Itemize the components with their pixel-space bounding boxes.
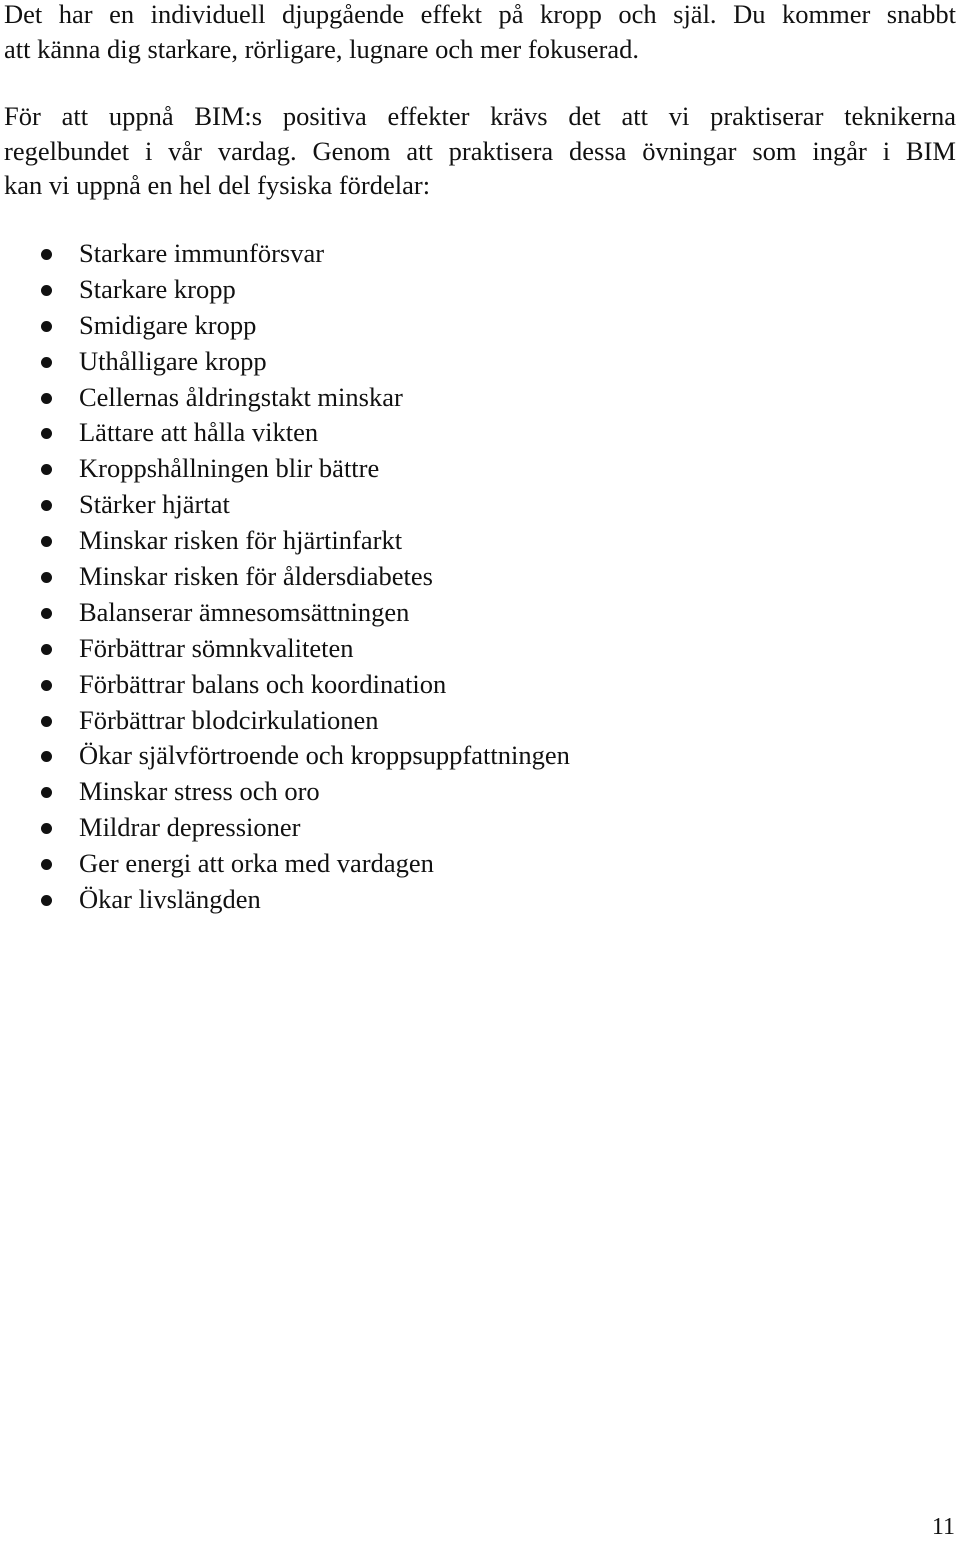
text-line: För att uppnå BIM:s positiva effekter krävs det att vi praktiserar teknikerna: [4, 101, 956, 131]
list-item: [0, 631, 570, 667]
list-item-text: Lättare att hålla vikten: [79, 417, 319, 448]
list-item: [0, 415, 570, 451]
list-item: [0, 451, 570, 487]
bullet-icon: [41, 716, 52, 727]
list-item: [0, 810, 570, 846]
list-item-text: Ökar livslängden: [79, 884, 261, 915]
list-item: [0, 846, 570, 882]
list-item: [0, 487, 570, 523]
bullet-icon: [41, 787, 52, 798]
list-item-text: Smidigare kropp: [79, 309, 257, 340]
list-item: [0, 595, 570, 631]
list-item-text: Förbättrar balans och koordination: [79, 668, 447, 699]
bullet-icon: [41, 823, 52, 834]
list-item-text: Ger energi att orka med vardagen: [79, 848, 434, 879]
list-item: [0, 738, 570, 774]
list-item-text: Uthålligare kropp: [79, 345, 267, 376]
bullet-icon: [41, 500, 52, 511]
bullet-icon: [41, 895, 52, 906]
text-line: regelbundet i vår vardag. Genom att praktisera dessa övningar som ingår i BIM: [4, 135, 956, 166]
bullet-icon: [41, 859, 52, 870]
list-item-text: Minskar risken för hjärtinfarkt: [79, 525, 403, 556]
bullet-icon: [41, 428, 52, 439]
list-item: [0, 703, 570, 739]
text-line: kan vi uppnå en hel del fysiska fördelar:: [4, 170, 431, 200]
bullet-icon: [41, 249, 52, 260]
list-item-text: Förbättrar sömnkvaliteten: [79, 632, 354, 663]
bullet-icon: [41, 464, 52, 475]
list-item-text: Kroppshållningen blir bättre: [79, 453, 380, 484]
list-item: [0, 559, 570, 595]
list-item: [0, 523, 570, 559]
list-item-text: Balanserar ämnesomsättningen: [79, 596, 410, 627]
bullet-icon: [41, 536, 52, 547]
list-item: [0, 882, 570, 918]
intro-paragraph: [4, 0, 956, 66]
bullet-icon: [41, 608, 52, 619]
bullet-icon: [41, 357, 52, 368]
list-item: [0, 308, 570, 344]
page-number: 11: [931, 1514, 955, 1540]
list-item-text: Stärker hjärtat: [79, 489, 230, 520]
bullet-icon: [41, 680, 52, 691]
list-item-text: Minskar risken för åldersdiabetes: [79, 561, 433, 592]
bullet-icon: [41, 751, 52, 762]
list-item: [0, 774, 570, 810]
benefits-list: [0, 236, 570, 918]
list-item: [0, 380, 570, 416]
list-item: [0, 344, 570, 380]
bullet-icon: [41, 644, 52, 655]
text-line: att känna dig starkare, rörligare, lugnare och mer fokuserad.: [4, 33, 639, 64]
text-line: Det har en individuell djupgående effekt på kropp och själ. Du kommer snabbt: [4, 0, 956, 29]
list-item: [0, 272, 570, 308]
list-item-text: Minskar stress och oro: [79, 776, 320, 807]
bullet-icon: [41, 285, 52, 296]
list-item-text: Förbättrar blodcirkulationen: [79, 704, 379, 735]
list-item-text: Starkare immunförsvar: [79, 238, 325, 268]
practice-paragraph: [4, 99, 956, 203]
list-item-text: Ökar självförtroende och kroppsuppfattningen: [79, 740, 570, 771]
bullet-icon: [41, 572, 52, 583]
list-item-text: Mildrar depressioner: [79, 812, 301, 843]
list-item-text: Cellernas åldringstakt minskar: [79, 381, 403, 412]
list-item-text: Starkare kropp: [79, 273, 236, 304]
bullet-icon: [41, 393, 52, 404]
list-item: [0, 236, 570, 272]
bullet-icon: [41, 321, 52, 332]
list-item: [0, 667, 570, 703]
